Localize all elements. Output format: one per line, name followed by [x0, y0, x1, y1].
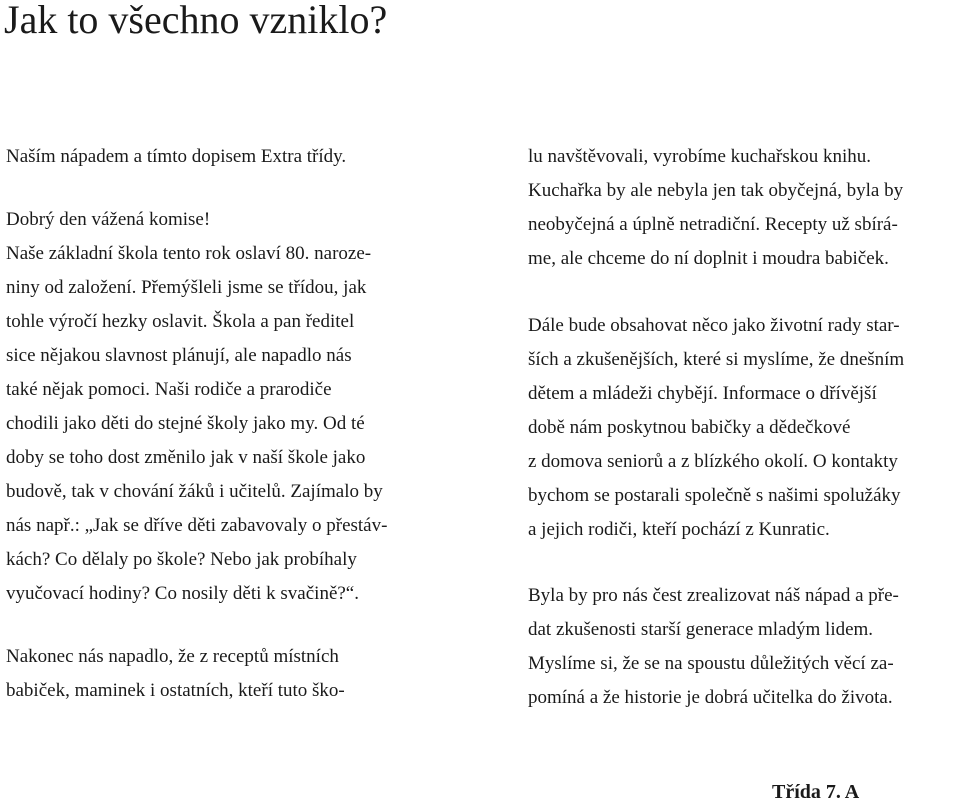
letter-left-column	[6, 140, 466, 708]
greeting-line: Dobrý den vážená komise!	[6, 209, 211, 230]
text-line: chodili jako děti do stejné školy jako my. Od té	[6, 413, 365, 434]
text-line: neobyčejná a úplně netradiční. Recepty už sbírá-	[528, 214, 898, 235]
text-line: niny od založení. Přemýšleli jsme se třídou, jak	[6, 277, 367, 298]
text-line: me, ale chceme do ní doplnit i moudra babiček.	[528, 248, 889, 269]
text-line: dětem a mládeži chybějí. Informace o dřívější	[528, 383, 877, 404]
text-line: nás např.: „Jak se dříve děti zabavovaly o přestáv-	[6, 515, 388, 536]
text-line: Byla by pro nás čest zrealizovat náš nápad a pře-	[528, 585, 899, 606]
paragraph-cookbook-start	[6, 640, 466, 708]
paragraph-gap	[528, 547, 956, 579]
text-line: Kuchařka by ale nebyla jen tak obyčejná, byla by	[528, 180, 904, 201]
paragraph-birthday	[6, 237, 466, 611]
text-line: lu navštěvovali, vyrobíme kuchařskou knihu.	[528, 146, 871, 167]
text-line: pomíná a že historie je dobrá učitelka do života.	[528, 687, 893, 708]
text-line: vyučovací hodiny? Co nosily děti k svačině?“.	[6, 583, 359, 604]
paragraph-gap	[6, 174, 466, 203]
text-line: doby se toho dost změnilo jak v naší škole jako	[6, 447, 366, 468]
text-line: babiček, maminek i ostatních, kteří tuto ško-	[6, 680, 345, 701]
text-line: době nám poskytnou babičky a dědečkové	[528, 417, 851, 438]
text-line: a jejich rodiči, kteří pochází z Kunratic.	[528, 519, 830, 540]
page-title: Jak to všechno vzniklo?	[4, 0, 388, 42]
paragraph-cookbook-continued	[528, 140, 956, 276]
text-line: Naše základní škola tento rok oslaví 80. naroze-	[6, 243, 372, 264]
text-line: dat zkušenosti starší generace mladým lidem.	[528, 619, 874, 640]
text-line: Nakonec nás napadlo, že z receptů místních	[6, 646, 339, 667]
paragraph-gap	[528, 276, 956, 309]
text-line: bychom se postarali společně s našimi spolužáky	[528, 485, 901, 506]
text-line: kách? Co dělaly po škole? Nebo jak probíhaly	[6, 549, 357, 570]
text-line: také nějak pomoci. Naši rodiče a prarodiče	[6, 379, 332, 400]
paragraph-life-advice	[528, 309, 956, 547]
text-line: budově, tak v chování žáků i učitelů. Zajímalo by	[6, 481, 383, 502]
text-line: sice nějakou slavnost plánují, ale napadlo nás	[6, 345, 352, 366]
letter-right-column	[528, 140, 956, 715]
paragraph-gap	[6, 611, 466, 640]
text-line: Dále bude obsahovat něco jako životní rady star-	[528, 315, 900, 336]
text-line: tohle výročí hezky oslavit. Škola a pan ředitel	[6, 311, 355, 332]
text-line: Myslíme si, že se na spoustu důležitých věcí za-	[528, 653, 894, 674]
text-line: ších a zkušenějších, které si myslíme, že dnešním	[528, 349, 905, 370]
text-line: z domova seniorů a z blízkého okolí. O kontakty	[528, 451, 898, 472]
intro-line: Naším nápadem a tímto dopisem Extra třídy.	[6, 146, 347, 167]
paragraph-closing	[528, 579, 956, 715]
signature: Třída 7. A	[772, 781, 860, 803]
